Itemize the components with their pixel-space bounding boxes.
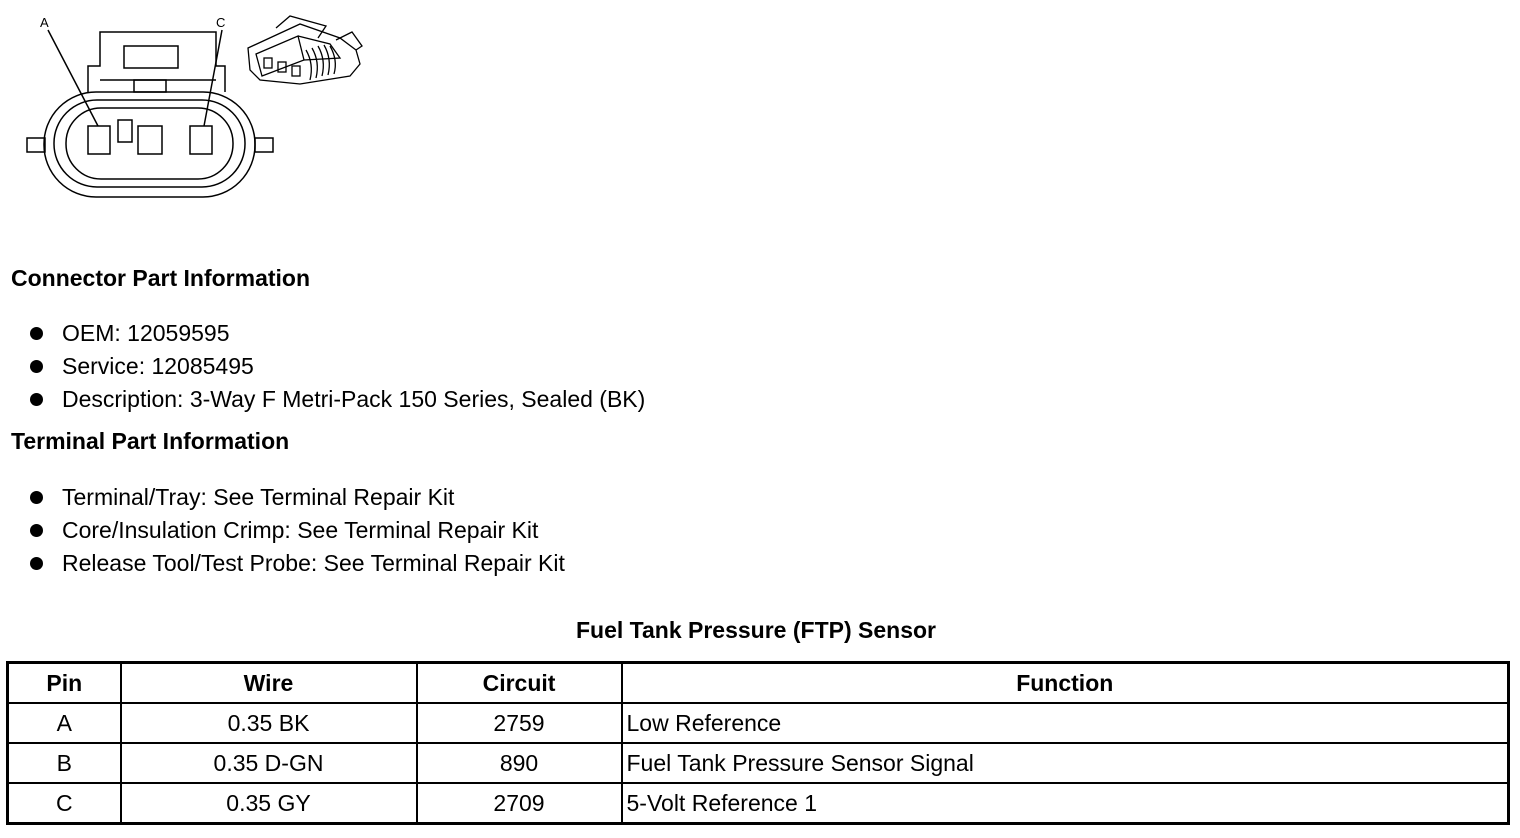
cell-circuit: 2709 bbox=[417, 783, 622, 824]
connector-part-info-list bbox=[28, 317, 645, 416]
list-item-text: Service: 12085495 bbox=[62, 353, 254, 379]
list-item-text: Release Tool/Test Probe: See Terminal Repair Kit bbox=[62, 550, 565, 576]
cell-wire: 0.35 BK bbox=[121, 703, 417, 743]
pin-table bbox=[6, 661, 1510, 825]
cell-pin: A bbox=[8, 703, 121, 743]
table-row bbox=[8, 783, 1509, 824]
header-function: Function bbox=[622, 663, 1509, 704]
cell-circuit: 890 bbox=[417, 743, 622, 783]
connector-face-drawing bbox=[27, 30, 273, 197]
terminal-part-info-list bbox=[28, 481, 565, 580]
bullet-icon bbox=[30, 360, 43, 373]
list-item-text: Core/Insulation Crimp: See Terminal Repair Kit bbox=[62, 517, 539, 543]
terminal-part-info-heading: Terminal Part Information bbox=[11, 428, 290, 454]
pin-label-c: C bbox=[216, 15, 226, 30]
list-item bbox=[28, 514, 565, 547]
bullet-icon bbox=[30, 524, 43, 537]
list-item bbox=[28, 350, 645, 383]
connector-part-info-heading: Connector Part Information bbox=[11, 265, 311, 291]
cell-function: 5-Volt Reference 1 bbox=[622, 783, 1509, 824]
header-pin: Pin bbox=[8, 663, 121, 704]
table-row bbox=[8, 703, 1509, 743]
cell-pin: B bbox=[8, 743, 121, 783]
table-row bbox=[8, 743, 1509, 783]
list-item-text: OEM: 12059595 bbox=[62, 320, 230, 346]
header-circuit: Circuit bbox=[417, 663, 622, 704]
list-item bbox=[28, 317, 645, 350]
header-wire: Wire bbox=[121, 663, 417, 704]
cell-function: Fuel Tank Pressure Sensor Signal bbox=[622, 743, 1509, 783]
table-header-row bbox=[8, 663, 1509, 704]
list-item-text: Terminal/Tray: See Terminal Repair Kit bbox=[62, 484, 455, 510]
pin-label-a: A bbox=[40, 15, 49, 30]
bullet-icon bbox=[30, 393, 43, 406]
bullet-icon bbox=[30, 491, 43, 504]
cell-circuit: 2759 bbox=[417, 703, 622, 743]
connector-isometric-drawing bbox=[248, 16, 362, 84]
list-item bbox=[28, 481, 565, 514]
connector-diagram bbox=[0, 0, 380, 210]
bullet-icon bbox=[30, 327, 43, 340]
list-item bbox=[28, 383, 645, 416]
list-item-text: Description: 3-Way F Metri-Pack 150 Series, Sealed (BK) bbox=[62, 386, 646, 412]
pin-table-title: Fuel Tank Pressure (FTP) Sensor bbox=[575, 617, 936, 643]
cell-wire: 0.35 D-GN bbox=[121, 743, 417, 783]
cell-pin: C bbox=[8, 783, 121, 824]
cell-function: Low Reference bbox=[622, 703, 1509, 743]
cell-wire: 0.35 GY bbox=[121, 783, 417, 824]
bullet-icon bbox=[30, 557, 43, 570]
list-item bbox=[28, 547, 565, 580]
